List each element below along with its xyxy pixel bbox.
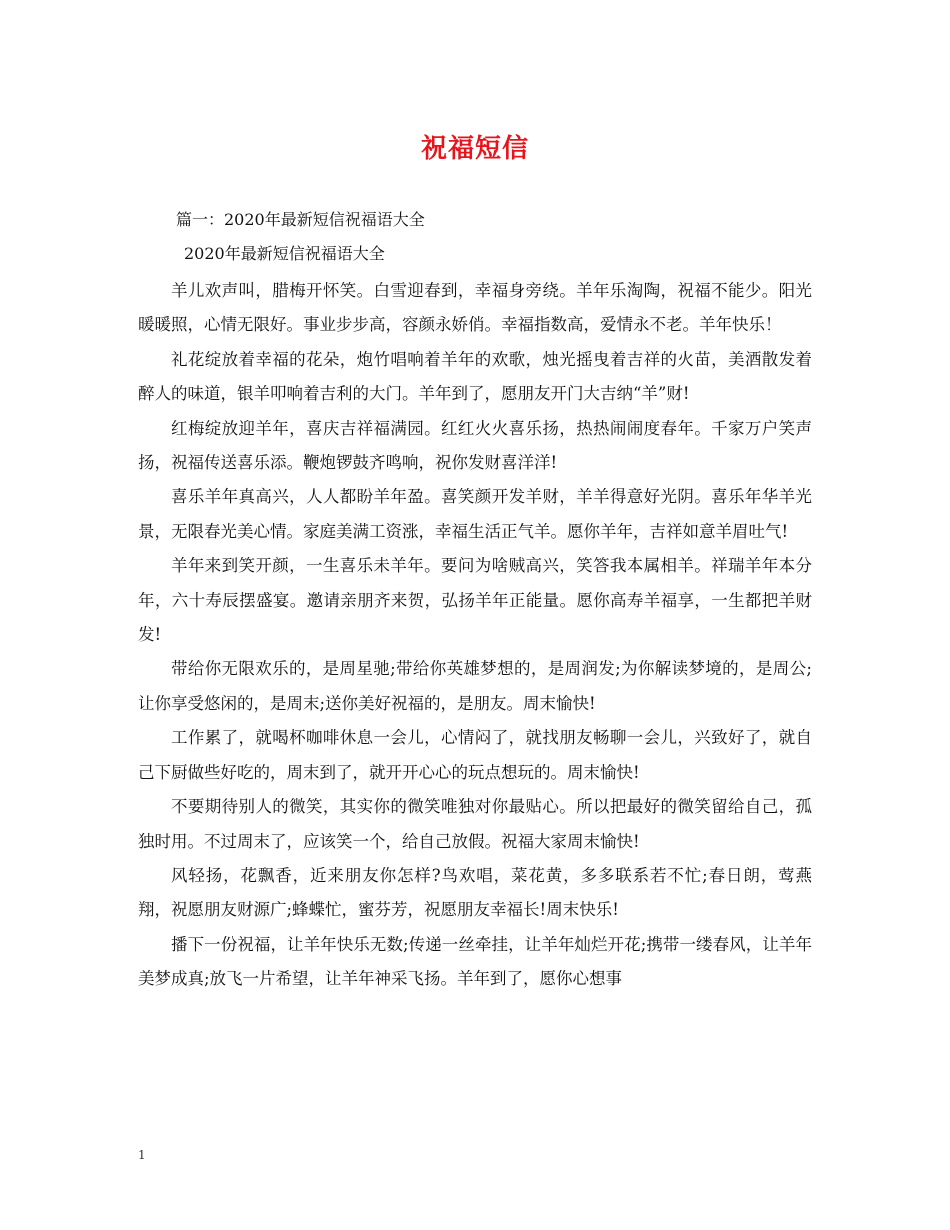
paragraph-2: 礼花绽放着幸福的花朵，炮竹唱响着羊年的欢歌，烛光摇曳着吉祥的火苗，美酒散发着醉人的味道，银羊叩响着吉利的大门。羊年到了，愿朋友开门大吉纳“羊”财!	[138, 349, 812, 404]
document-title: 祝福短信	[420, 134, 529, 164]
paragraph-6: 带给你无限欢乐的，是周星驰;带给你英雄梦想的，是周润发;为你解读梦境的，是周公;让你享受悠闲的，是周末;送你美好祝福的，是朋友。周末愉快!	[138, 659, 812, 713]
sub-heading: 2020年最新短信祝福语大全	[184, 244, 385, 263]
page-number: 1	[138, 1148, 146, 1162]
paragraph-5: 羊年来到笑开颜，一生喜乐未羊年。要问为啥贼高兴，笑答我本属相羊。祥瑞羊年本分年，六十寿辰摆盛宴。邀请亲朋齐来贺，弘扬羊年正能量。愿你高寿羊福享，一生都把羊财发!	[138, 556, 812, 645]
paragraph-10: 播下一份祝福，让羊年快乐无数;传递一丝牵挂，让羊年灿烂开花;携带一缕春风，让羊年美梦成真;放飞一片希望，让羊年神采飞扬。羊年到了，愿你心想事	[138, 934, 812, 989]
paragraph-8: 不要期待别人的微笑，其实你的微笑唯独对你最贴心。所以把最好的微笑留给自己，孤独时用。不过周末了，应该笑一个，给自己放假。祝福大家周末愉快!	[138, 797, 812, 851]
paragraph-1: 羊儿欢声叫，腊梅开怀笑。白雪迎春到，幸福身旁绕。羊年乐淘陶，祝福不能少。阳光暖暖照，心情无限好。事业步步高，容颜永娇俏。幸福指数高，爱情永不老。羊年快乐！	[138, 281, 812, 335]
paragraph-4: 喜乐羊年真高兴，人人都盼羊年盈。喜笑颜开发羊财，羊羊得意好光阴。喜乐年华羊光景，无限春光美心情。家庭美满工资涨，幸福生活正气羊。愿你羊年，吉祥如意羊眉吐气!	[138, 487, 812, 541]
body-text	[138, 274, 812, 997]
paragraph-9: 风轻扬，花飘香，近来朋友你怎样?鸟欢唱，菜花黄，多多联系若不忙;春日朗，莺燕翔，祝愿朋友财源广;蜂蝶忙，蜜芬芳，祝愿朋友幸福长!周末快乐!	[138, 865, 812, 920]
paragraph-3: 红梅绽放迎羊年，喜庆吉祥福满园。红红火火喜乐扬，热热闹闹度春年。千家万户笑声扬，祝福传送喜乐添。鞭炮锣鼓齐鸣响，祝你发财喜洋洋!	[138, 418, 812, 473]
section-heading: 篇一：2020年最新短信祝福语大全	[176, 210, 425, 229]
paragraph-7: 工作累了，就喝杯咖啡休息一会儿，心情闷了，就找朋友畅聊一会儿，兴致好了，就自己下厨做些好吃的，周末到了，就开开心心的玩点想玩的。周末愉快!	[138, 728, 812, 782]
